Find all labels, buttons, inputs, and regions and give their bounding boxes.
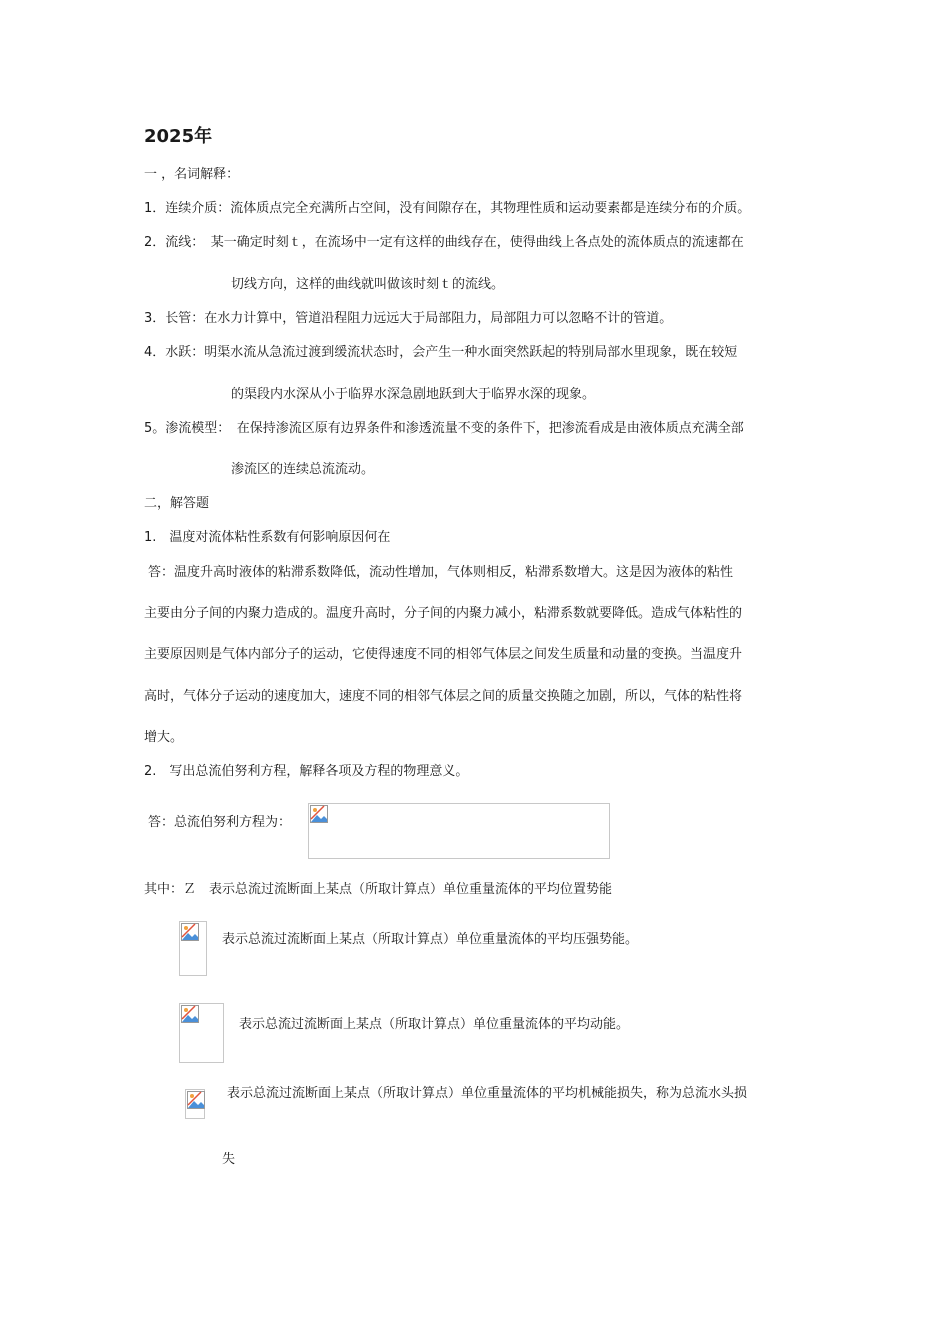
term-pressure-head: 表示总流过流断面上某点（所取计算点）单位重量流体的平均压强势能。 bbox=[222, 932, 639, 947]
terms-intro: 其中：Ｚ 表示总流过流断面上某点（所取计算点）单位重量流体的平均位置势能 bbox=[144, 882, 613, 897]
definition-hydraulic-jump: 4．水跃：明渠水流从急流过渡到缓流状态时，会产生一种水面突然跃起的特别局部水里现象，既在较短 bbox=[144, 345, 738, 360]
answer-1-line: 增大。 bbox=[144, 730, 184, 745]
answer-1-line: 主要原因则是气体内部分子的运动，它使得速度不同的相邻气体层之间发生质量和动量的变换。当温度升 bbox=[144, 647, 743, 662]
broken-image-icon bbox=[179, 1003, 224, 1063]
answer-1-line: 答：温度升高时液体的粘滞系数降低，流动性增加，气体则相反，粘滞系数增大。这是因为液体的粘性 bbox=[148, 565, 734, 580]
answer-2-label: 答：总流伯努利方程为： bbox=[148, 815, 292, 830]
definition-seepage-model: 5。渗流模型： 在保持渗流区原有边界条件和渗透流量不变的条件下，把渗流看成是由液体质点充满全部 bbox=[144, 421, 744, 436]
section1-heading: 一 ，名词解释： bbox=[144, 167, 240, 182]
definition-continuous-medium: 1．连续介质：流体质点完全充满所占空间，没有间隙存在，其物理性质和运动要素都是连续分布的介质。 bbox=[144, 201, 751, 216]
broken-image-icon bbox=[179, 921, 207, 976]
question-2: 2. 写出总流伯努利方程，解释各项及方程的物理意义。 bbox=[144, 764, 469, 779]
question-1: 1. 温度对流体粘性系数有何影响原因何在 bbox=[144, 530, 391, 545]
definition-hydraulic-jump-cont: 的渠段内水深从小于临界水深急剧地跃到大于临界水深的现象。 bbox=[231, 387, 596, 402]
term-velocity-head: 表示总流过流断面上某点（所取计算点）单位重量流体的平均动能。 bbox=[239, 1017, 630, 1032]
broken-image-icon bbox=[308, 803, 610, 859]
broken-image-icon bbox=[185, 1089, 205, 1119]
definition-long-pipe: 3．长管：在水力计算中，管道沿程阻力远远大于局部阻力，局部阻力可以忽略不计的管道。 bbox=[144, 311, 673, 326]
answer-1-line: 主要由分子间的内聚力造成的。温度升高时，分子间的内聚力减小，粘滞系数就要降低。造成气体粘性的 bbox=[144, 606, 743, 621]
definition-streamline: 2．流线： 某一确定时刻ｔ，在流场中一定有这样的曲线存在，使得曲线上各点处的流体质点的流速都在 bbox=[144, 235, 744, 250]
definition-seepage-model-cont: 渗流区的连续总流流动。 bbox=[231, 462, 375, 477]
section2-heading: 二，解答题 bbox=[144, 496, 210, 511]
page-title: 2025年 bbox=[144, 126, 213, 147]
definition-streamline-cont: 切线方向，这样的曲线就叫做该时刻ｔ的流线。 bbox=[231, 277, 505, 292]
term-head-loss: 表示总流过流断面上某点（所取计算点）单位重量流体的平均机械能损失，称为总流水头损 bbox=[227, 1086, 748, 1101]
answer-1-line: 高时，气体分子运动的速度加大，速度不同的相邻气体层之间的质量交换随之加剧，所以，气体的粘性将 bbox=[144, 689, 743, 704]
term-head-loss-cont: 失 bbox=[222, 1152, 236, 1167]
